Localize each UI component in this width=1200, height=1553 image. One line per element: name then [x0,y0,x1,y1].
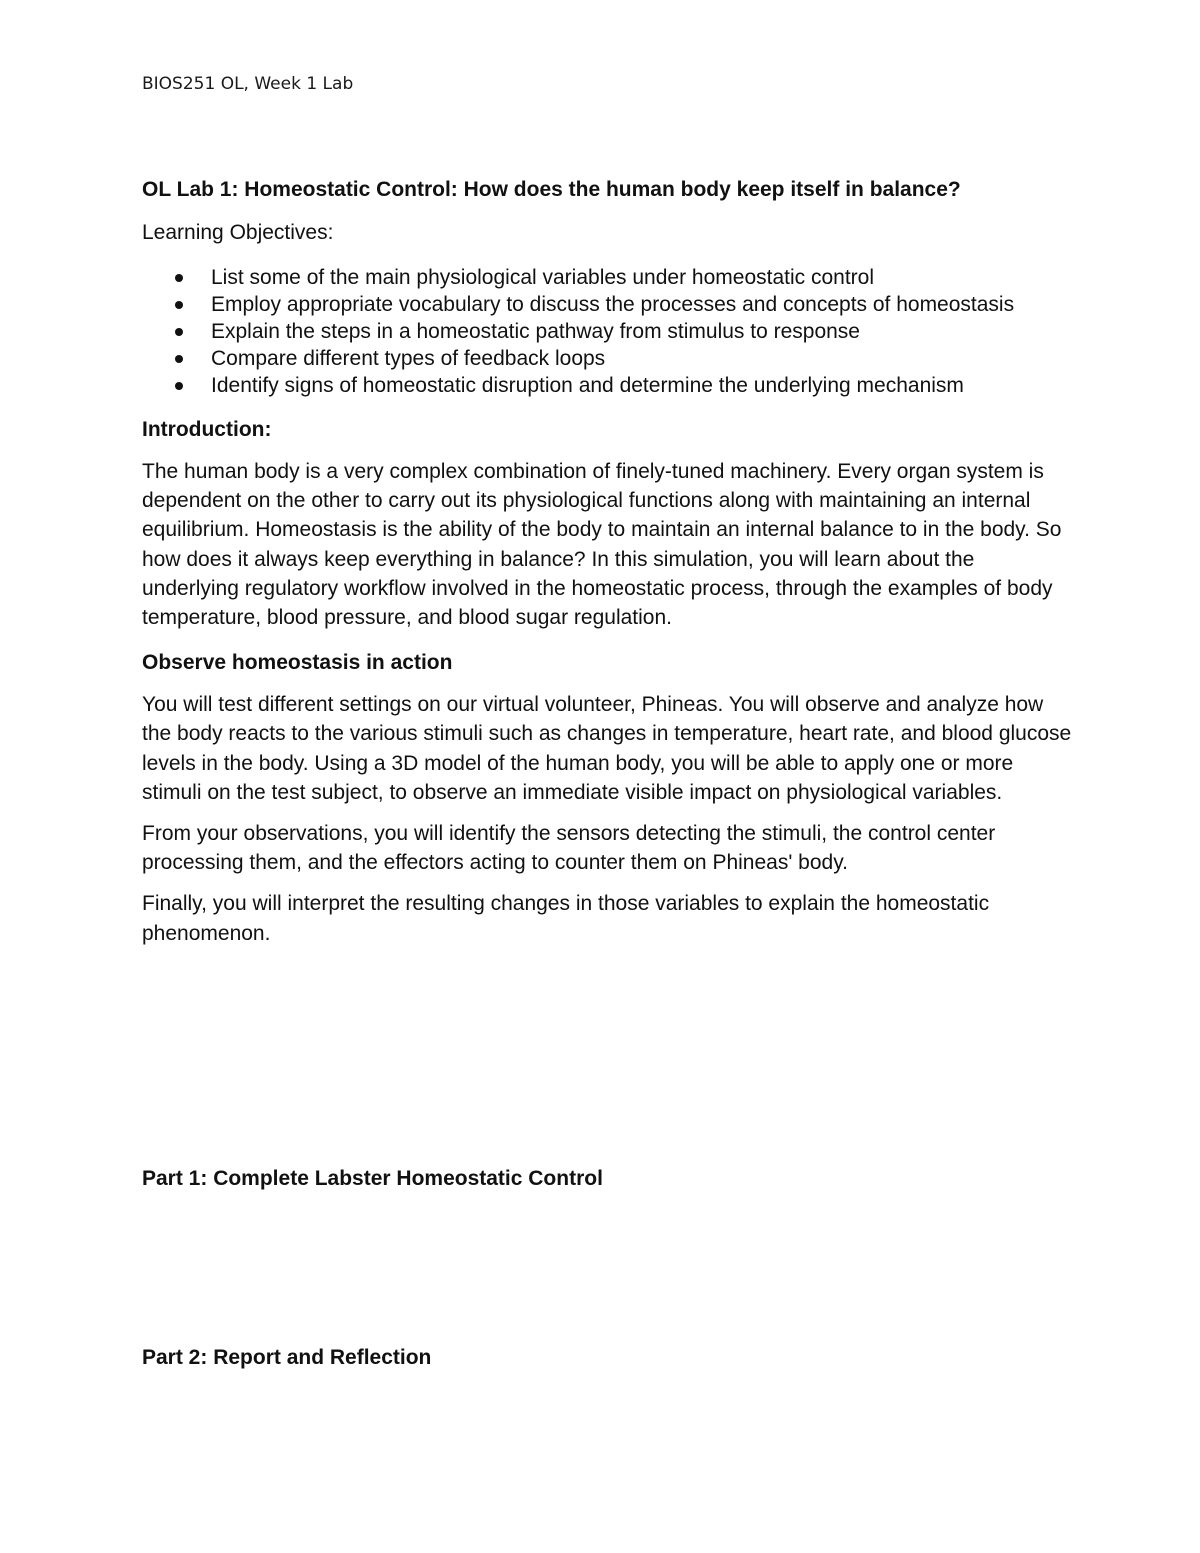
introduction-heading: Introduction: [142,418,272,441]
observations-paragraph: From your observations, you will identify the sensors detecting the stimuli, the control center processing them, and the effectors acting to counter them on Phineas' body. [142,822,996,875]
list-item: Compare different types of feedback loops [142,345,1072,372]
list-item: Explain the steps in a homeostatic pathway from stimulus to response [142,318,1072,345]
learning-objectives-list [142,264,1072,399]
document-title: OL Lab 1: Homeostatic Control: How does the human body keep itself in balance? [142,178,961,201]
list-item: List some of the main physiological variables under homeostatic control [142,264,1072,291]
list-item: Identify signs of homeostatic disruption and determine the underlying mechanism [142,372,1072,399]
observe-heading: Observe homeostasis in action [142,651,453,675]
page-header: BIOS251 OL, Week 1 Lab [142,74,354,94]
learning-objectives-label: Learning Objectives: [142,221,334,244]
part1-heading: Part 1: Complete Labster Homeostatic Control [142,1167,603,1190]
interpretation-paragraph: Finally, you will interpret the resulting changes in those variables to explain the homeostatic phenomenon. [142,892,990,945]
introduction-paragraph: The human body is a very complex combination of finely-tuned machinery. Every organ system is dependent on the other to carry out its physiological functions along with maintaining an internal equilibrium. Homeostasis is the ability of the body to maintain an internal balance to in the body. So how does it always keep everything in balance? In this simulation, you will learn about the underlying regulatory workflow involved in the homeostatic process, through the examples of body temperature, blood pressure, and blood sugar regulation. [142,460,1062,630]
document-body [142,174,1072,948]
part2-heading: Part 2: Report and Reflection [142,1346,432,1369]
list-item: Employ appropriate vocabulary to discuss the processes and concepts of homeostasis [142,291,1072,318]
observe-paragraph: You will test different settings on our virtual volunteer, Phineas. You will observe and analyze how the body reacts to the various stimuli such as changes in temperature, heart rate, and blood glucose levels in the body. Using a 3D model of the human body, you will be able to apply one or more stimuli on the test subject, to observe an immediate visible impact on physiological variables. [142,693,1072,804]
